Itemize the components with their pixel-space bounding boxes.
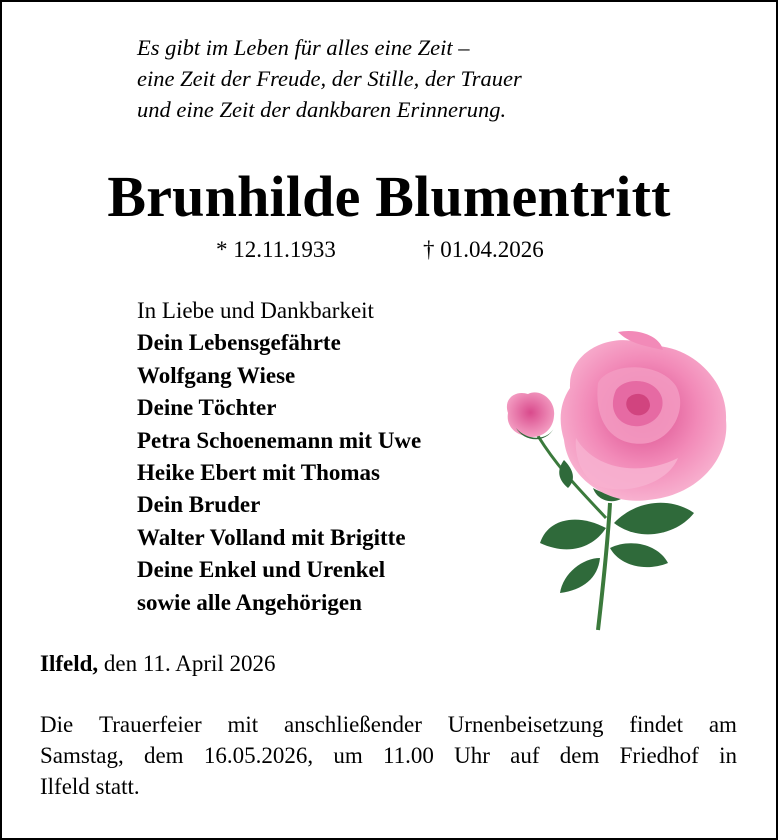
- birth-date: * 12.11.1933: [216, 237, 336, 262]
- funeral-notice: [40, 709, 737, 802]
- notice-line-1: [40, 709, 737, 740]
- word: Trauerfeier: [99, 712, 202, 737]
- memorial-poem: [137, 32, 522, 125]
- poem-line: eine Zeit der Freude, der Stille, der Trauer: [137, 66, 522, 91]
- notice-line-2: [40, 740, 737, 771]
- word: Samstag,: [40, 743, 124, 768]
- word: auf: [510, 743, 540, 768]
- word: am: [708, 712, 737, 737]
- word: um: [333, 743, 363, 768]
- mourner-line: Dein Lebensgefährte: [137, 330, 341, 356]
- deceased-name: Brunhilde Blumentritt: [107, 164, 671, 229]
- mourner-line: Petra Schoenemann mit Uwe: [137, 427, 422, 453]
- word: dem: [559, 743, 600, 768]
- death-date: † 01.04.2026: [423, 237, 544, 262]
- word: 11.00: [382, 743, 434, 768]
- word: mit: [227, 712, 259, 737]
- mourner-line: Deine Töchter: [137, 395, 277, 421]
- word: anschließender: [283, 712, 422, 737]
- pink-rose-icon: [498, 328, 734, 633]
- word: findet: [629, 712, 683, 737]
- word: Urnenbeisetzung: [447, 712, 604, 737]
- word: in: [719, 743, 737, 768]
- poem-line: Es gibt im Leben für alles eine Zeit –: [137, 35, 470, 60]
- place-town: Ilfeld,: [40, 651, 99, 676]
- mourner-line: Deine Enkel und Urenkel: [137, 557, 386, 583]
- mourner-line: sowie alle Angehörigen: [137, 589, 362, 615]
- mourner-line: Walter Volland mit Brigitte: [137, 524, 406, 550]
- place-date: [40, 649, 276, 679]
- mourner-line: Wolfgang Wiese: [137, 362, 296, 388]
- word: Die: [40, 712, 74, 737]
- word: dem: [143, 743, 184, 768]
- word: Uhr: [454, 743, 490, 768]
- poem-line: und eine Zeit der dankbaren Erinnerung.: [137, 97, 507, 122]
- mourner-line: Dein Bruder: [137, 492, 261, 518]
- word: 16.05.2026,: [203, 743, 314, 768]
- place-date-text: den 11. April 2026: [98, 651, 276, 676]
- mourners-intro: In Liebe und Dankbarkeit: [137, 298, 374, 323]
- mourners-list: [137, 295, 421, 619]
- mourner-line: Heike Ebert mit Thomas: [137, 460, 380, 486]
- notice-line-3: Ilfeld statt.: [40, 774, 140, 799]
- word: Friedhof: [619, 743, 699, 768]
